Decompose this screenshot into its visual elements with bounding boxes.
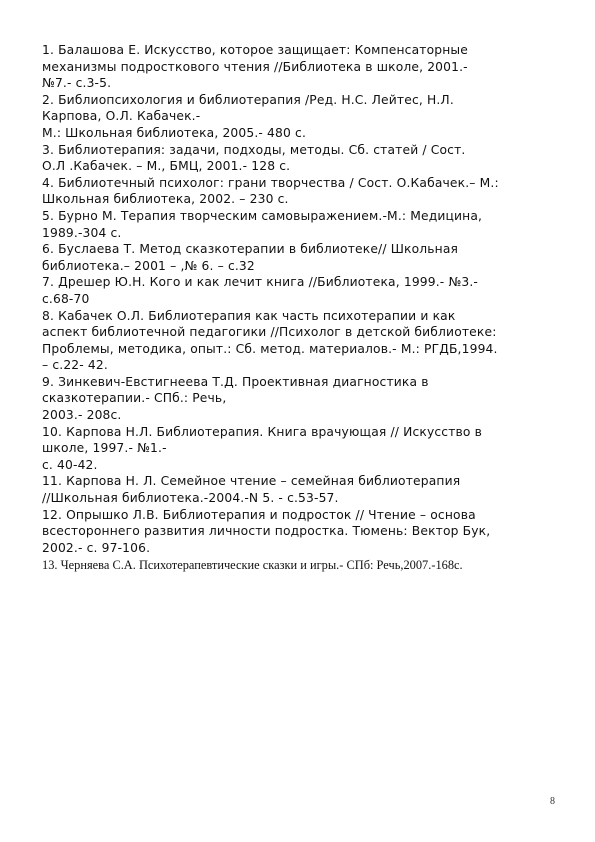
reference-line: – с.22- 42.	[42, 358, 108, 373]
reference-item	[42, 92, 562, 142]
reference-item	[42, 175, 562, 208]
reference-line: сказкотерапии.- СПб.: Речь,	[42, 391, 227, 406]
reference-line: М.: Школьная библиотека, 2005.- 480 с.	[42, 125, 307, 140]
reference-line: механизмы подросткового чтения //Библиотека в школе, 2001.-	[42, 59, 468, 74]
reference-item	[42, 308, 562, 374]
reference-line: 2002.- с. 97-106.	[42, 540, 151, 555]
reference-line: 5. Бурно М. Терапия творческим самовыражением.-М.: Медицина,	[42, 208, 483, 223]
reference-line: 4. Библиотечный психолог: грани творчества / Сост. О.Кабачек.– М.:	[42, 175, 499, 190]
reference-line: 12. Опрышко Л.В. Библиотерапия и подросток // Чтение – основа	[42, 507, 476, 522]
reference-line: //Школьная библиотека.-2004.-N 5. - с.53-57.	[42, 491, 339, 506]
reference-line: 7. Дрешер Ю.Н. Кого и как лечит книга //Библиотека, 1999.- №3.-	[42, 275, 479, 290]
reference-line: библиотека.– 2001 – ,№ 6. – с.32	[42, 258, 255, 273]
reference-line: 10. Карпова Н.Л. Библиотерапия. Книга врачующая // Искусство в	[42, 424, 483, 439]
reference-item	[42, 241, 562, 274]
reference-line: всестороннего развития личности подростка. Тюмень: Вектор Бук,	[42, 524, 491, 539]
reference-line: с.68-70	[42, 291, 90, 306]
reference-item	[42, 557, 562, 574]
reference-item	[42, 473, 562, 506]
reference-line: 2003.- 208с.	[42, 408, 122, 423]
reference-line: 1989.-304 с.	[42, 225, 122, 240]
reference-item	[42, 424, 562, 474]
reference-item	[42, 42, 562, 92]
reference-line: Карпова, О.Л. Кабачек.-	[42, 109, 201, 124]
reference-item	[42, 274, 562, 307]
reference-line: 9. Зинкевич-Евстигнеева Т.Д. Проективная диагностика в	[42, 374, 429, 389]
reference-line: Школьная библиотека, 2002. – 230 с.	[42, 192, 289, 207]
reference-line: 11. Карпова Н. Л. Семейное чтение – семейная библиотерапия	[42, 474, 461, 489]
reference-item	[42, 374, 562, 424]
reference-line: аспект библиотечной педагогики //Психолог в детской библиотеке:	[42, 325, 497, 340]
reference-item	[42, 208, 562, 241]
reference-line: 6. Буслаева Т. Метод сказкотерапии в библиотеке// Школьная	[42, 242, 459, 257]
reference-line: 13. Черняева С.А. Психотерапевтические сказки и игры.- СПб: Речь,2007.-168с.	[42, 558, 463, 573]
reference-line: №7.- с.3-5.	[42, 76, 112, 91]
reference-line: О.Л .Кабачек. – М., БМЦ, 2001.- 128 с.	[42, 159, 291, 174]
reference-line: 1. Балашова Е. Искусство, которое защищает: Компенсаторные	[42, 43, 468, 57]
reference-item	[42, 507, 562, 557]
reference-line: Проблемы, методика, опыт.: Сб. метод. материалов.- М.: РГДБ,1994.	[42, 341, 498, 356]
page-number: 8	[550, 796, 555, 807]
reference-line: с. 40-42.	[42, 457, 98, 472]
reference-line: 2. Библиопсихология и библиотерапия /Ред. Н.С. Лейтес, Н.Л.	[42, 92, 454, 107]
reference-line: школе, 1997.- №1.-	[42, 441, 167, 456]
reference-line: 3. Библиотерапия: задачи, подходы, методы. Сб. статей / Сост.	[42, 142, 466, 157]
reference-list	[42, 42, 562, 574]
reference-line: 8. Кабачек О.Л. Библиотерапия как часть психотерапии и как	[42, 308, 456, 323]
reference-item	[42, 142, 562, 175]
